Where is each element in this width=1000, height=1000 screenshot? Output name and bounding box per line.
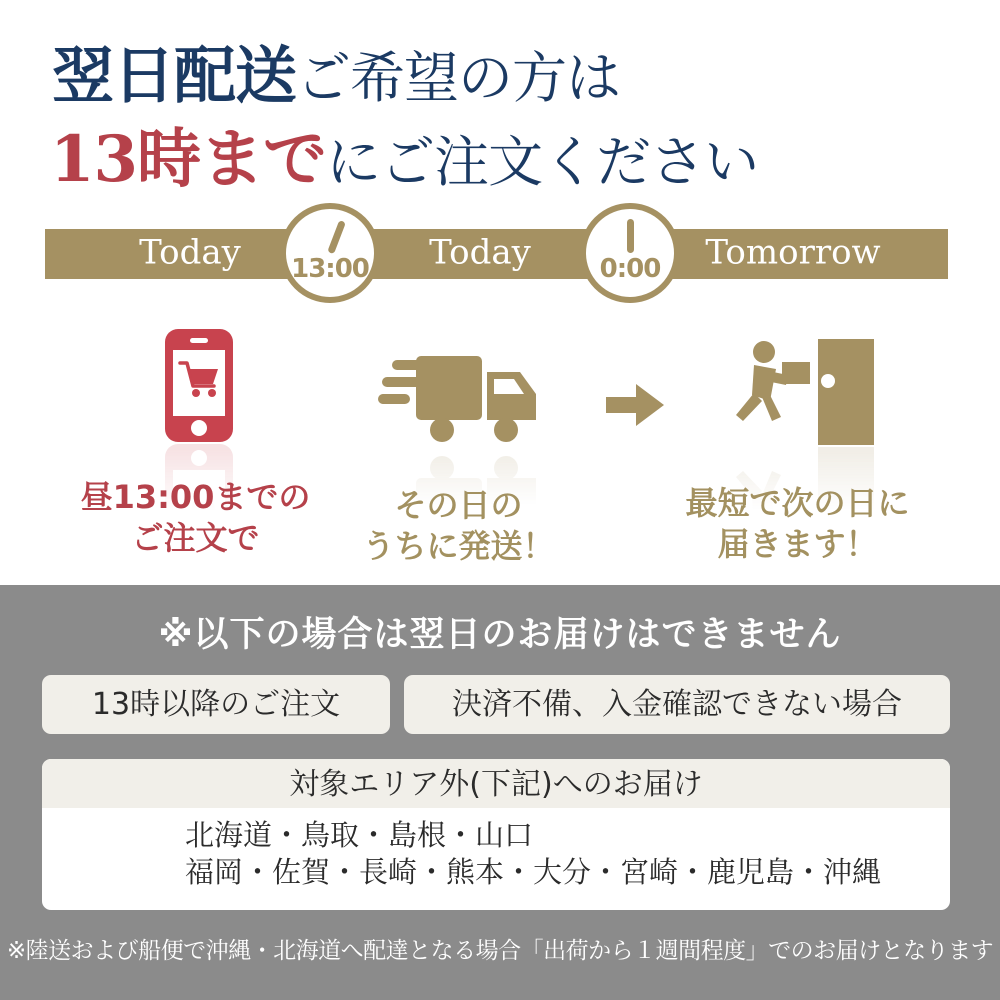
- timeline-bar: [45, 229, 948, 284]
- clock-0-icon: [580, 203, 680, 303]
- exceptions-heading: ※以下の場合は翌日のお届けはできません: [158, 615, 842, 655]
- step3-caption-line2: 届きます！: [717, 525, 878, 563]
- clock-time-label: 0:00: [599, 254, 661, 284]
- timeline-label-tomorrow: Tomorrow: [705, 232, 881, 273]
- step1-caption: [53, 477, 338, 559]
- excluded-area-line1: 北海道・鳥取・島根・山口: [185, 818, 534, 852]
- exception-box-payment: 決済不備、入金確認できない場合: [404, 675, 950, 734]
- step2-caption-line1: その日の: [394, 486, 523, 524]
- step3-caption: [650, 483, 945, 565]
- door-delivery-icon: [726, 339, 874, 445]
- excluded-area-box: [42, 759, 950, 910]
- excluded-area-list: [42, 808, 950, 891]
- timeline-label-today-2: Today: [429, 232, 531, 273]
- page-title-line2: [50, 108, 758, 200]
- title-highlight-deadline: 13時まで: [50, 122, 327, 197]
- page-title-line1: [52, 26, 620, 115]
- step2-caption: [316, 485, 601, 567]
- timeline-label-today-1: Today: [139, 232, 241, 273]
- title-highlight-next-day: 翌日配送: [52, 39, 297, 112]
- step1-caption-line2: ご注文で: [131, 519, 260, 557]
- clock-time-label: 13:00: [291, 254, 369, 284]
- title-rest-line1: ご希望の方は: [296, 46, 621, 110]
- step2-caption-line2: うちに発送！: [362, 527, 555, 565]
- step1-caption-line1: 昼13:00までの: [80, 478, 311, 516]
- clock-hand: [627, 219, 634, 253]
- exception-box-late-order: 13時以降のご注文: [42, 675, 390, 734]
- title-rest-line2: にご注文ください: [326, 130, 759, 194]
- speed-truck-icon: [378, 356, 540, 448]
- shipping-footnote: ※陸送および船便で沖縄・北海道へ配達となる場合「出荷から１週間程度」でのお届けとなります: [6, 938, 994, 964]
- clock-hand: [327, 220, 346, 254]
- step3-caption-line1: 最短で次の日に: [685, 484, 910, 522]
- smartphone-cart-icon: [165, 329, 233, 442]
- exceptions-section: [0, 585, 1000, 1000]
- excluded-area-line2: 福岡・佐賀・長崎・熊本・大分・宮崎・鹿児島・沖縄: [185, 855, 882, 889]
- clock-13-icon: [280, 203, 380, 303]
- right-arrow-icon: [606, 382, 664, 428]
- excluded-area-title: 対象エリア外(下記)へのお届け: [42, 759, 950, 808]
